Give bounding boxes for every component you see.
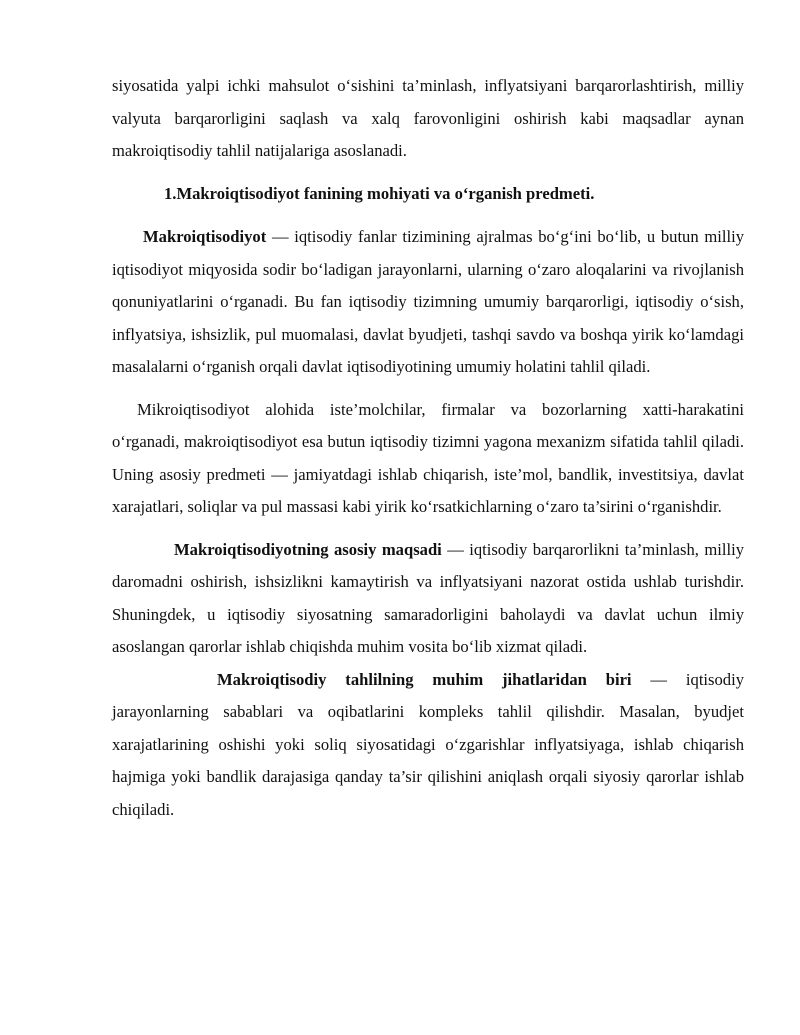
- term-main-goal: Makroiqtisodiyotning asosiy maqsadi: [174, 539, 442, 559]
- paragraph-micro-vs-macro: Mikroiqtisodiyot alohida iste’molchilar, firmalar va bozorlarning xatti-harakatini o‘rganadi, makroiqtisodiyot esa butun iqtisodiy tizimni yagona mexanizm sifatida tahlil qiladi. Uning asosiy predmeti — jamiyatdagi ishlab chiqarish, iste’mol, bandlik, investitsiya, davlat xarajatlari, soliqlar va pul massasi kabi yirik ko‘rsatkichlarning o‘zaro ta’sirini o‘rganishdir.: [112, 399, 744, 516]
- paragraph-definition: [112, 221, 744, 384]
- term-makroiqtisodiyot: Makroiqtisodiyot: [143, 227, 267, 246]
- section-heading: 1.Makroiqtisodiyot fanining mohiyati va o‘rganish predmeti.: [164, 183, 595, 203]
- paragraph-main-goal: [112, 534, 744, 664]
- paragraph-definition-text: — iqtisodiy fanlar tizimining ajralmas bo‘g‘ini bo‘lib, u butun milliy iqtisodiyot miqyosida sodir bo‘ladigan jarayonlarni, ularning o‘zaro aloqalarini va rivojlanish qonuniyatlarini o‘rganadi. Bu fan iqtisodiy tizimning umumiy barqarorligi, iqtisodiy o‘sish, inflyatsiya, ishsizlik, pul muomalasi, davlat byudjeti, tashqi savdo va boshqa yirik ko‘lamdagi masalalarni o‘rganish orqali davlat iqtisodiyotining umumiy holatini tahlil qiladi.: [112, 227, 744, 376]
- paragraph-main-goal-text: — iqtisodiy barqarorlikni ta’minlash, milliy daromadni oshirish, ishsizlikni kamaytirish va inflyatsiyani nazorat ostida ushlab turishdir. Shuningdek, u iqtisodiy siyosatning samaradorligini baholaydi va davlat uchun ilmiy asoslangan qarorlar ishlab chiqishda muhim vosita bo‘lib xizmat qiladi.: [112, 539, 744, 656]
- document-body: [112, 70, 744, 826]
- paragraph-analysis-aspect: [112, 664, 744, 827]
- intro-paragraph: siyosatida yalpi ichki mahsulot o‘sishini ta’minlash, inflyatsiyani barqarorlashtirish, milliy valyuta barqarorligini saqlash va xalq farovonligini oshirish kabi maqsadlar aynan makroiqtisodiy tahlil natijalariga asoslanadi.: [112, 76, 744, 160]
- paragraph-analysis-aspect-text: — iqtisodiy jarayonlarning sabablari va oqibatlarini kompleks tahlil qilishdir. Masalan, byudjet xarajatlarining oshishi yoki soliq siyosatidagi o‘zgarishlar inflyatsiyaga, ishlab chiqarish hajmiga yoki bandlik darajasiga qanday ta’sir qilishini aniqlash orqali siyosiy qarorlar ishlab chiqiladi.: [112, 669, 744, 819]
- term-analysis-aspect: Makroiqtisodiy tahlilning muhim jihatlaridan biri: [217, 669, 632, 689]
